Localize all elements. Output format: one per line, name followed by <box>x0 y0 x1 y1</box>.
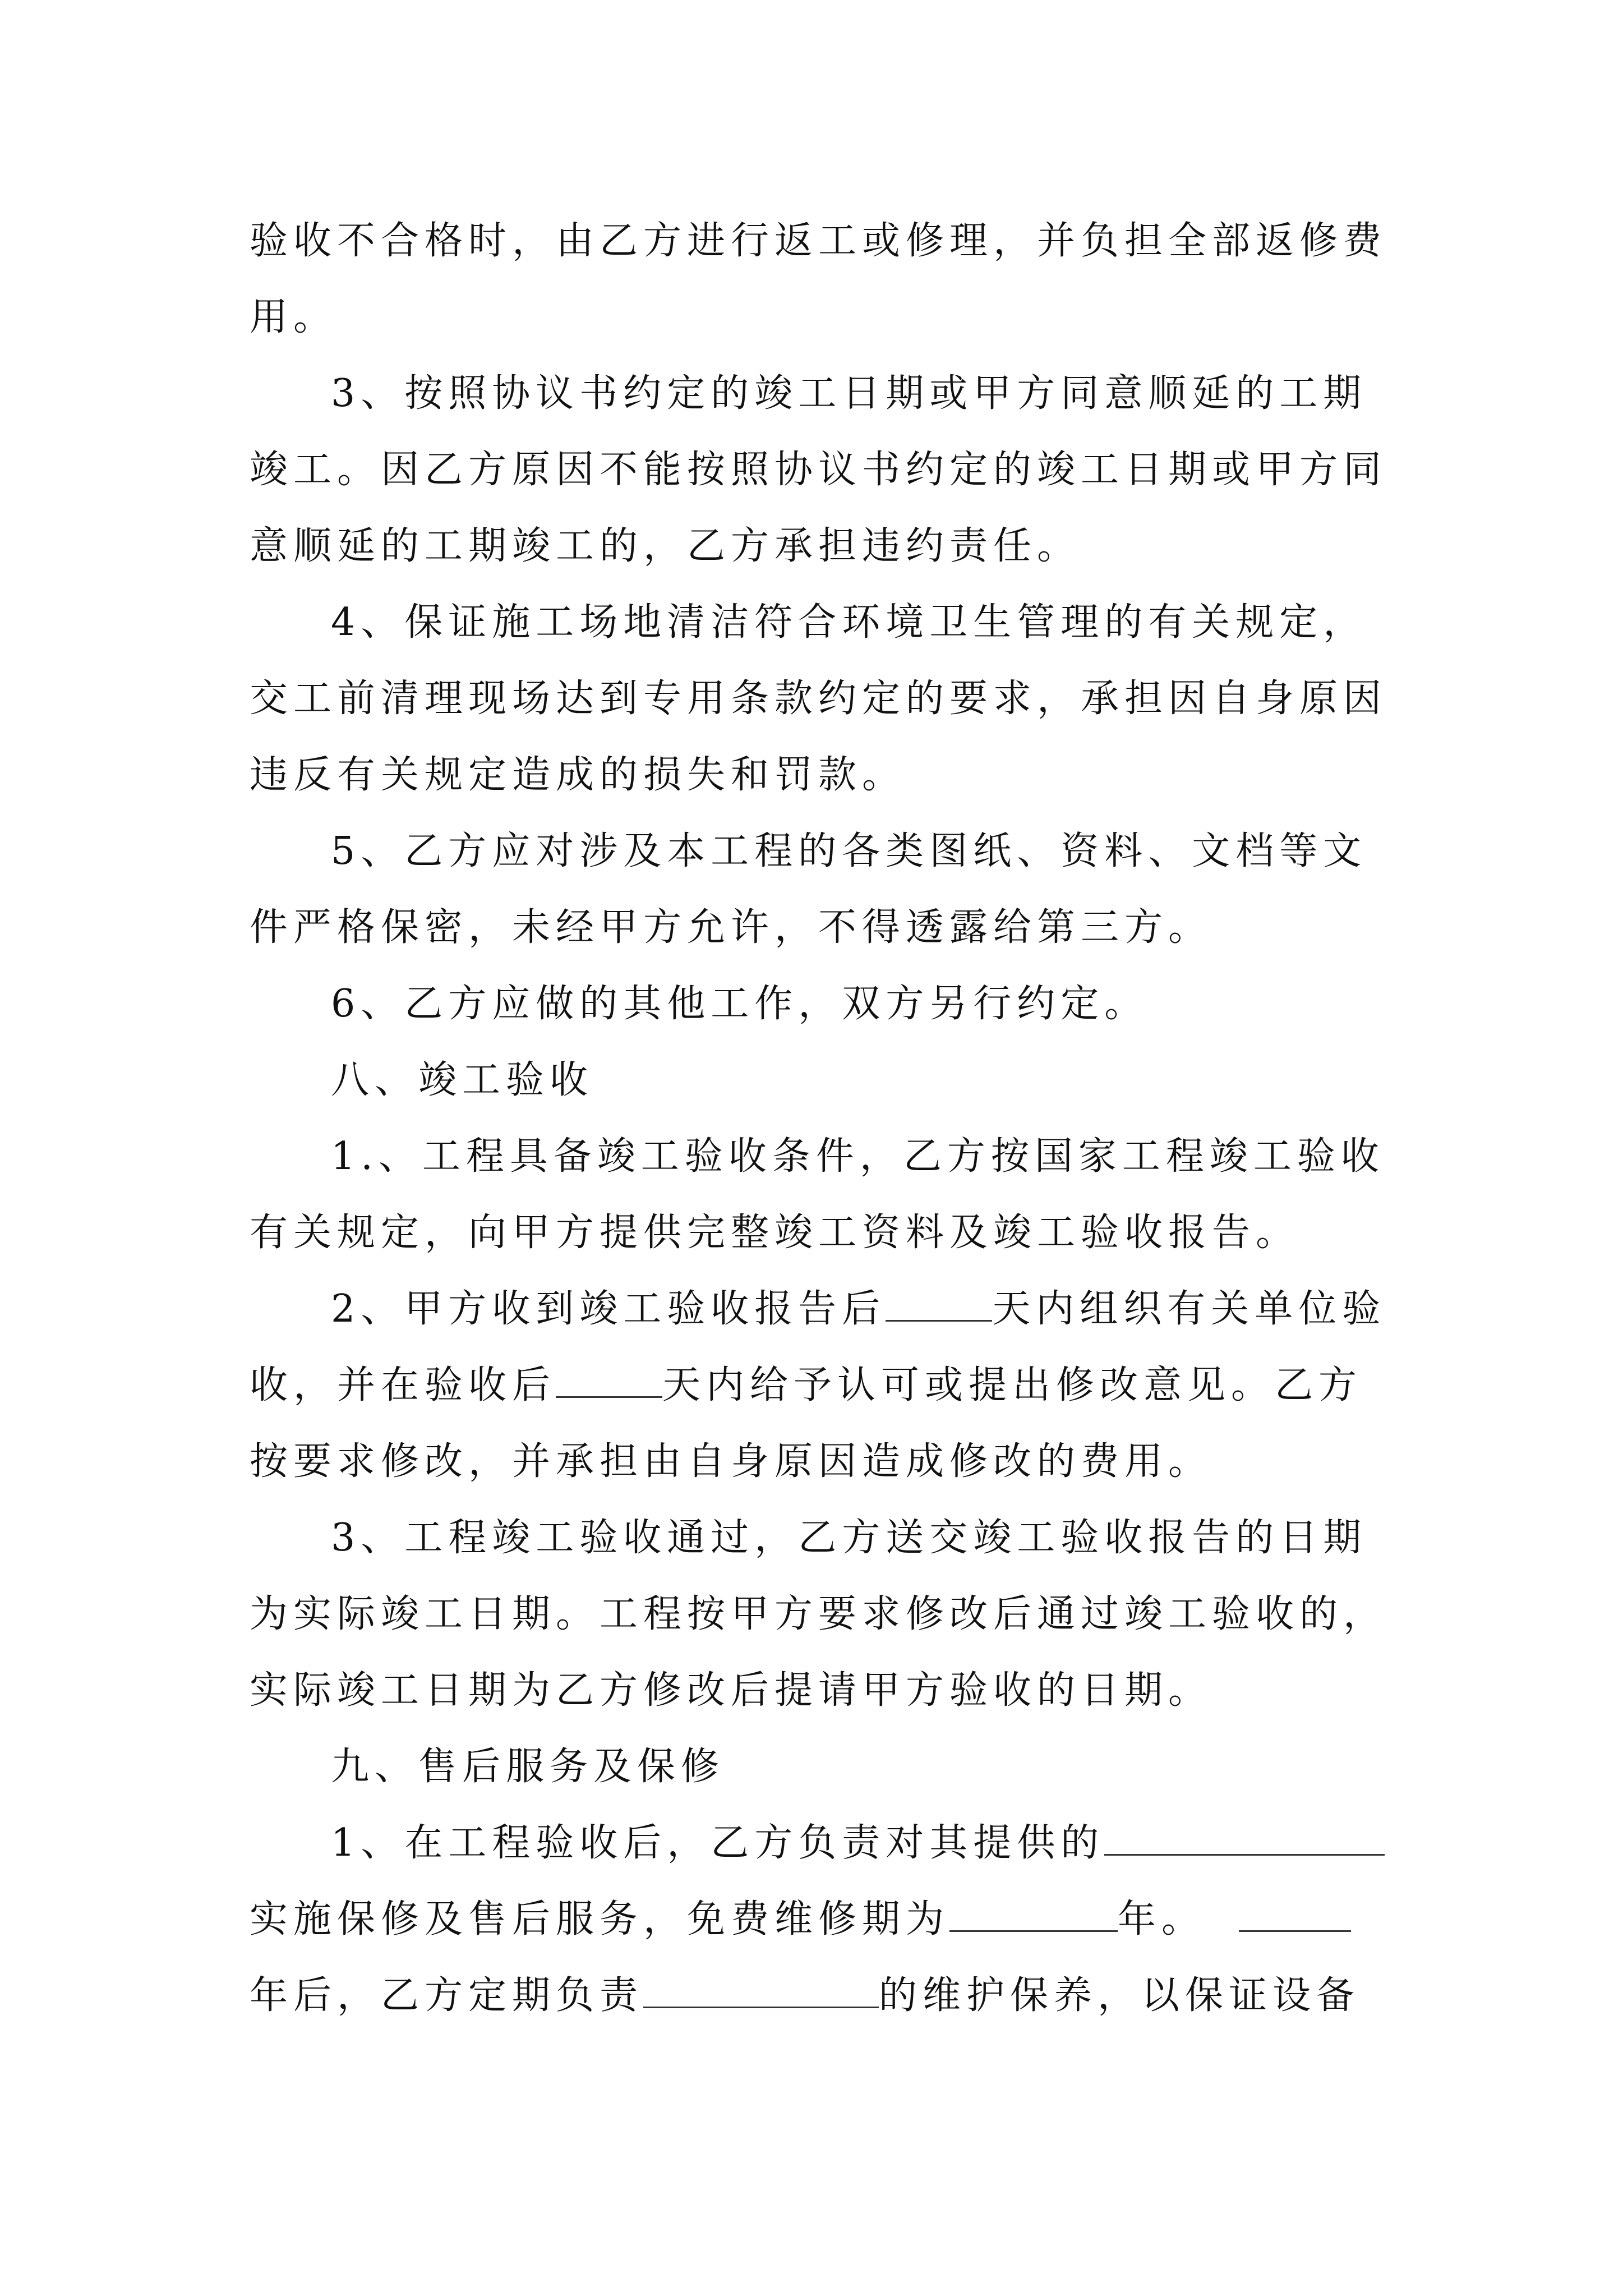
fill-in-blank <box>643 1973 879 2008</box>
text-segment: 1.、工程具备竣工验收条件，乙方按国家工程竣工验收 <box>331 1134 1385 1179</box>
text-segment: 八、竣工验收 <box>331 1058 594 1102</box>
paragraph-line <box>331 356 1394 432</box>
paragraph-line <box>331 585 1394 661</box>
paragraph-line <box>331 966 1394 1042</box>
paragraph-line <box>250 661 1394 737</box>
text-segment: 天内组织有关单位验 <box>992 1287 1386 1331</box>
text-segment: 实施保修及售后服务，免费维修期为 <box>250 1897 950 1941</box>
text-segment: 有关规定，向甲方提供完整竣工资料及竣工验收报告。 <box>250 1211 1300 1255</box>
text-segment: 违反有关规定造成的损失和罚款。 <box>250 753 906 797</box>
text-segment: 按要求修改，并承担由自身原因造成修改的费用。 <box>250 1439 1212 1484</box>
text-segment: 用。 <box>250 295 338 339</box>
paragraph-line <box>331 1805 1394 1881</box>
text-segment: 年。 <box>1118 1897 1206 1941</box>
paragraph-line <box>250 1653 1394 1729</box>
text-segment: 件严格保密，未经甲方允许，不得透露给第三方。 <box>250 905 1212 950</box>
paragraph-line <box>331 1500 1394 1576</box>
paragraph-line <box>250 508 1394 585</box>
text-segment: 4、保证施工场地清洁符合环境卫生管理的有关规定， <box>331 600 1367 645</box>
paragraph-line <box>250 1881 1394 1958</box>
fill-in-blank <box>949 1897 1118 1932</box>
text-segment: 意顺延的工期竣工的，乙方承担违约责任。 <box>250 524 1081 568</box>
fill-in-blank <box>1239 1897 1351 1932</box>
text-segment: 实际竣工日期为乙方修改后提请甲方验收的日期。 <box>250 1668 1212 1713</box>
paragraph-line <box>250 279 1394 356</box>
text-segment: 1、在工程验收后，乙方负责对其提供的 <box>331 1821 1105 1865</box>
text-segment: 3、按照协议书约定的竣工日期或甲方同意顺延的工期 <box>331 371 1367 416</box>
text-segment: 6、乙方应做的其他工作，双方另行约定。 <box>331 982 1149 1026</box>
text-segment: 年后，乙方定期负责 <box>250 1973 644 2018</box>
text-segment: 5、乙方应对涉及本工程的各类图纸、资料、文档等文 <box>331 829 1367 873</box>
paragraph-line <box>331 1119 1394 1195</box>
text-segment: 交工前清理现场达到专用条款约定的要求，承担因自身原因 <box>250 677 1387 721</box>
paragraph-line <box>250 203 1394 279</box>
text-segment: 天内给予认可或提出修改意见。乙方 <box>662 1363 1363 1407</box>
fill-in-blank <box>1104 1820 1385 1856</box>
section-heading <box>331 1042 1394 1119</box>
paragraph-line <box>250 432 1394 508</box>
fill-in-blank <box>886 1286 992 1322</box>
text-segment: 竣工。因乙方原因不能按照协议书约定的竣工日期或甲方同 <box>250 448 1387 492</box>
paragraph-line <box>250 1424 1394 1500</box>
paragraph-line <box>250 737 1394 813</box>
section-heading <box>331 1729 1394 1805</box>
paragraph-line <box>250 1958 1394 2034</box>
paragraph-line <box>331 813 1394 890</box>
paragraph-line <box>331 1271 1394 1347</box>
text-segment: 九、售后服务及保修 <box>331 1745 725 1789</box>
paragraph-line <box>250 890 1394 966</box>
text-segment: 验收不合格时，由乙方进行返工或修理，并负担全部返修费 <box>250 219 1387 263</box>
paragraph-line <box>250 1195 1394 1271</box>
text-segment: 收，并在验收后 <box>250 1363 556 1407</box>
paragraph-line <box>250 1347 1394 1424</box>
paragraph-line <box>250 1576 1394 1653</box>
fill-in-blank <box>556 1363 662 1398</box>
text-segment: 3、工程竣工验收通过，乙方送交竣工验收报告的日期 <box>331 1516 1367 1560</box>
text-segment: 为实际竣工日期。工程按甲方要求修改后通过竣工验收的， <box>250 1592 1387 1636</box>
text-segment: 的维护保养，以保证设备 <box>879 1973 1361 2018</box>
text-segment: 2、甲方收到竣工验收报告后 <box>331 1287 886 1331</box>
